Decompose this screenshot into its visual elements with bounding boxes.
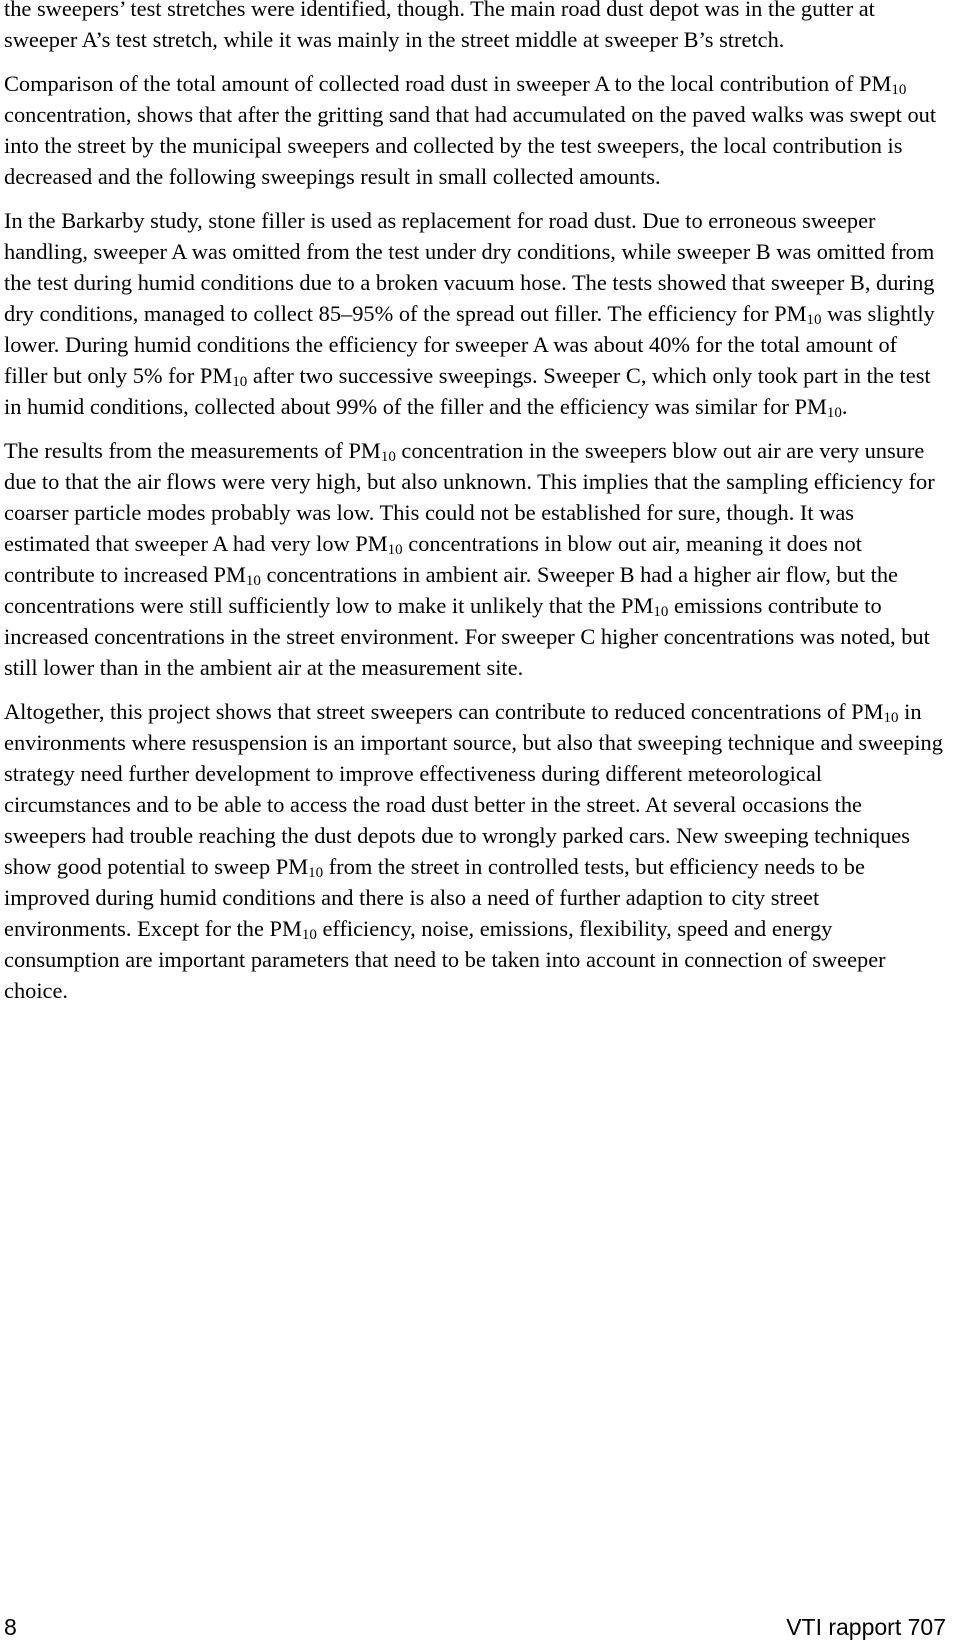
document-body bbox=[4, 0, 944, 1019]
text-run: efficiency, noise, emissions, flexibility, speed and energy consumption are important parameters that need to be taken into account in connection of sweeper choice. bbox=[4, 916, 886, 1003]
subscript: 10 bbox=[232, 374, 248, 390]
subscript: 10 bbox=[301, 927, 317, 943]
text-run: concentrations in blow out air, meaning it does not contribute to increased PM bbox=[4, 531, 862, 587]
page-footer bbox=[0, 1614, 960, 1648]
subscript: 10 bbox=[883, 710, 899, 726]
text-run: emissions contribute to increased concentrations in the street environment. For sweeper C higher concentrations was noted, but still lower than in the ambient air at the measurement site. bbox=[4, 593, 930, 680]
text-run: The results from the measurements of PM bbox=[4, 438, 381, 463]
text-run: concentrations in ambient air. Sweeper B had a higher air flow, but the concentrations were still sufficiently low to make it unlikely that the PM bbox=[4, 562, 898, 618]
text-run: in environments where resuspension is an important source, but also that sweeping technique and sweeping strategy need further development to improve effectiveness during different meteorological circumstances and to be able to access the road dust better in the street. At several occasions the sweepers had trouble reaching the dust depots due to wrongly parked cars. New sweeping techniques show good potential to sweep PM bbox=[4, 699, 943, 879]
text-run: Altogether, this project shows that street sweepers can contribute to reduced concentrations of PM bbox=[4, 699, 884, 724]
text-run: Comparison of the total amount of collected road dust in sweeper A to the local contribution of PM bbox=[4, 71, 892, 96]
subscript: 10 bbox=[308, 865, 324, 881]
paragraph-1 bbox=[4, 0, 944, 55]
text-run: In the Barkarby study, stone filler is used as replacement for road dust. Due to erroneous sweeper handling, sweeper A was omitted from the test under dry conditions, while sweeper B was omitted from the test during humid conditions due to a broken vacuum hose. The tests showed that sweeper B, during dry conditions, managed to collect 85–95% of the spread out filler. The efficiency for PM bbox=[4, 208, 935, 326]
subscript: 10 bbox=[891, 82, 907, 98]
text-run: concentration, shows that after the gritting sand that had accumulated on the paved walks was swept out into the street by the municipal sweepers and collected by the test sweepers, the local contribution is decreased and the following sweepings result in small collected amounts. bbox=[4, 102, 937, 189]
subscript: 10 bbox=[826, 405, 842, 421]
text-run: was slightly lower. During humid conditions the efficiency for sweeper A was about 40% for the total amount of filler but only 5% for PM bbox=[4, 301, 935, 388]
page-number: 8 bbox=[4, 1614, 17, 1640]
text-run: after two successive sweepings. Sweeper C, which only took part in the test in humid conditions, collected about 99% of the filler and the efficiency was similar for PM bbox=[4, 363, 931, 419]
subscript: 10 bbox=[387, 542, 403, 558]
text-run: from the street in controlled tests, but efficiency needs to be improved during humid conditions and there is also a need of further adaption to city street environments. Except for the PM bbox=[4, 854, 865, 941]
subscript: 10 bbox=[380, 449, 396, 465]
report-label: VTI rapport 707 bbox=[786, 1614, 946, 1640]
paragraph-4 bbox=[4, 435, 944, 683]
paragraph-3 bbox=[4, 205, 944, 422]
subscript: 10 bbox=[653, 604, 669, 620]
text-run: . bbox=[841, 394, 848, 419]
subscript: 10 bbox=[806, 312, 822, 328]
text-run: concentration in the sweepers blow out air are very unsure due to that the air flows were very high, but also unknown. This implies that the sampling efficiency for coarser particle modes probably was low. This could not be established for sure, though. It was estimated that sweeper A had very low PM bbox=[4, 438, 935, 556]
paragraph-5 bbox=[4, 696, 944, 1006]
subscript: 10 bbox=[245, 573, 261, 589]
text-run: the sweepers’ test stretches were identified, though. The main road dust depot was in the gutter at sweeper A’s test stretch, while it was mainly in the street middle at sweeper B’s stretch. bbox=[4, 0, 875, 52]
paragraph-2 bbox=[4, 68, 944, 192]
